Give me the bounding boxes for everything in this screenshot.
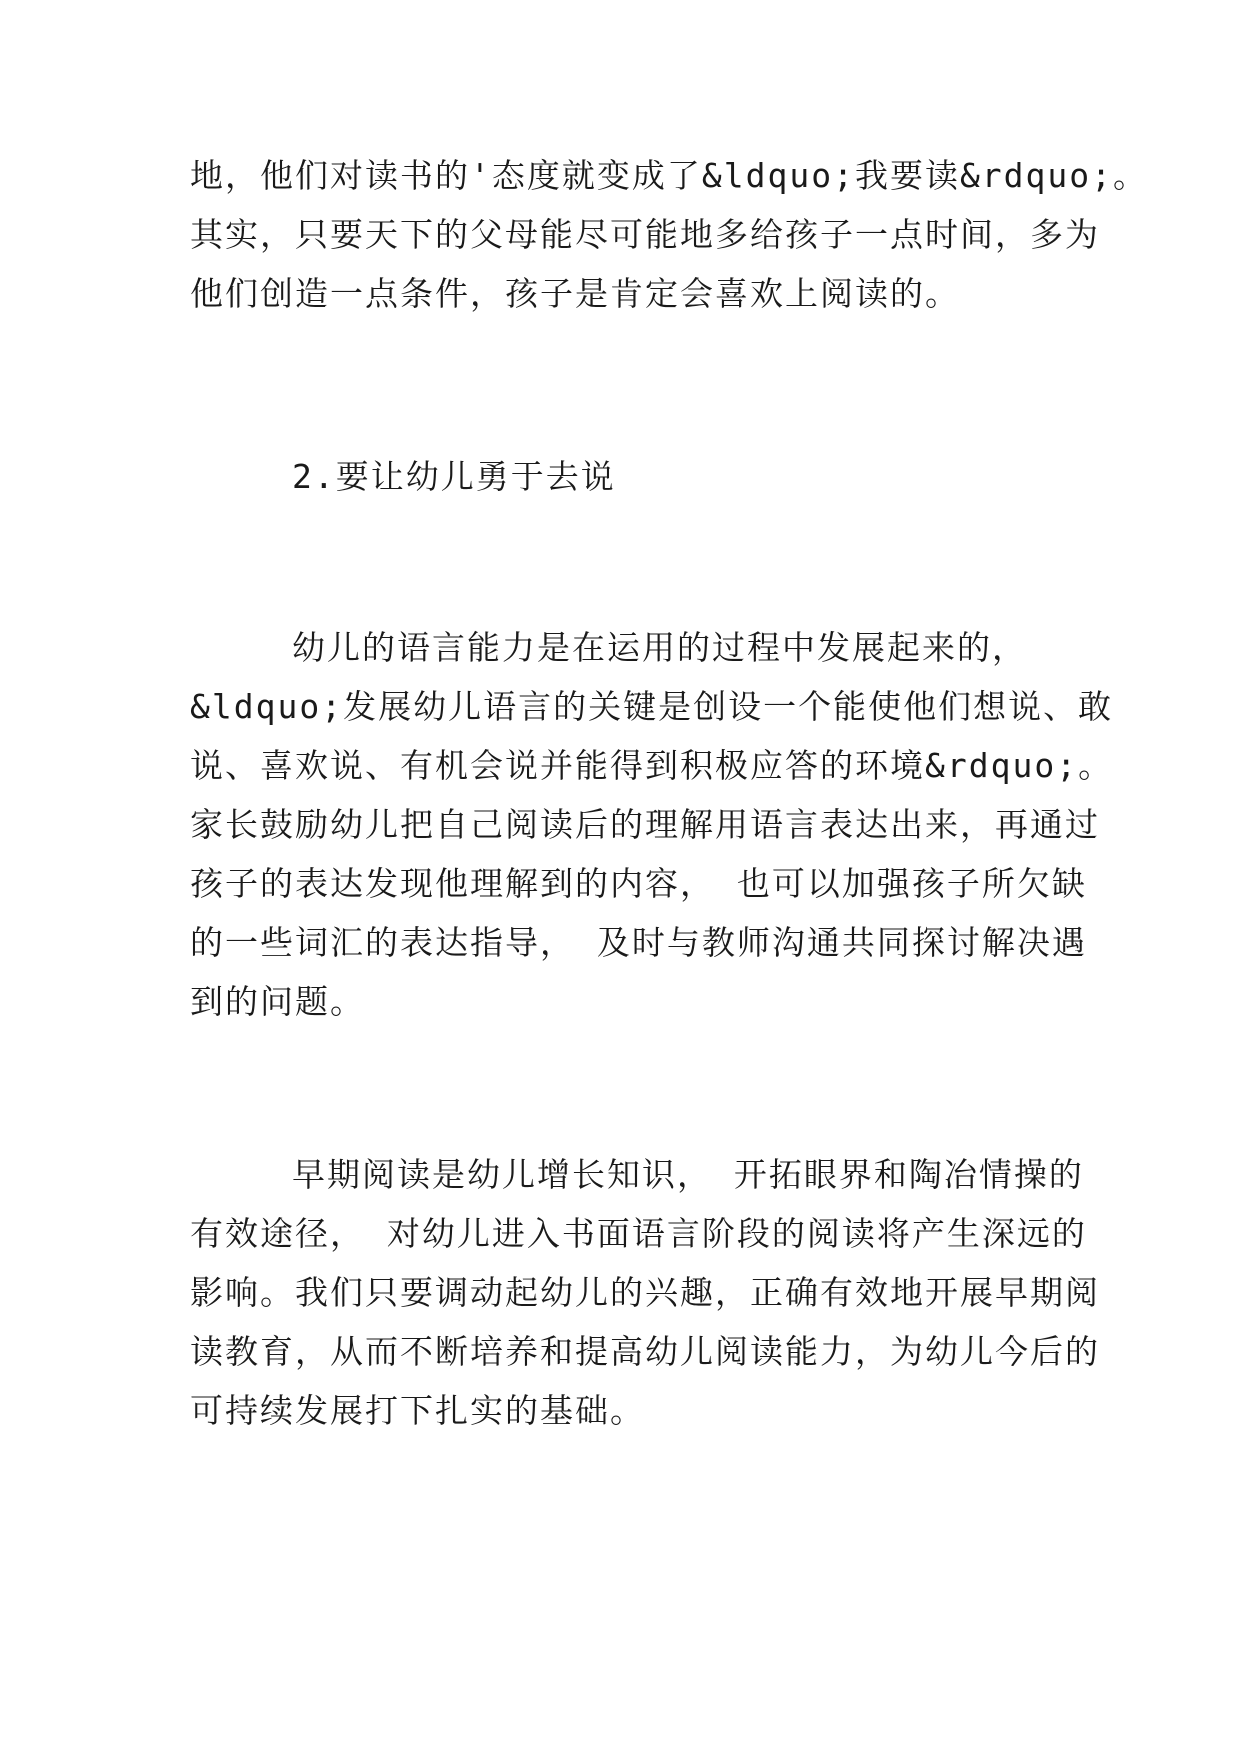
paragraph-line: 其实，只要天下的父母能尽可能地多给孩子一点时间，多为 bbox=[190, 215, 1100, 254]
paragraph-line: 早期阅读是幼儿增长知识， 开拓眼界和陶冶情操的 bbox=[292, 1155, 1084, 1194]
paragraph-2 bbox=[190, 618, 1114, 1031]
paragraph-line: 到的问题。 bbox=[190, 982, 365, 1021]
paragraph-line-wrapper bbox=[190, 1145, 1084, 1204]
paragraph-line: 家长鼓励幼儿把自己阅读后的理解用语言表达出来，再通过 bbox=[190, 805, 1100, 844]
paragraph-line: 孩子的表达发现他理解到的内容， 也可以加强孩子所欠缺 bbox=[190, 864, 1087, 903]
paragraph-line: &ldquo;发展幼儿语言的关键是创设一个能使他们想说、敢 bbox=[190, 687, 1114, 726]
paragraph-line: 有效途径， 对幼儿进入书面语言阶段的阅读将产生深远的 bbox=[190, 1214, 1087, 1253]
paragraph-line: 说、喜欢说、有机会说并能得到积极应答的环境&rdquo;。 bbox=[190, 746, 1114, 785]
paragraph-line-wrapper bbox=[190, 618, 1070, 677]
paragraph-line: 幼儿的语言能力是在运用的过程中发展起来的， bbox=[292, 628, 1027, 667]
paragraph-line: 可持续发展打下扎实的基础。 bbox=[190, 1391, 645, 1430]
paragraph-line: 读教育，从而不断培养和提高幼儿阅读能力，为幼儿今后的 bbox=[190, 1332, 1100, 1371]
paragraph-1 bbox=[190, 146, 1149, 323]
paragraph-line: 影响。我们只要调动起幼儿的兴趣，正确有效地开展早期阅 bbox=[190, 1273, 1100, 1312]
paragraph-line: 的一些词汇的表达指导， 及时与教师沟通共同探讨解决遇 bbox=[190, 923, 1087, 962]
paragraph-3 bbox=[190, 1145, 1100, 1440]
section-heading: 2.要让幼儿勇于去说 bbox=[292, 457, 616, 496]
paragraph-line: 地，他们对读书的'态度就变成了&ldquo;我要读&rdquo;。 bbox=[190, 156, 1149, 195]
paragraph-line: 他们创造一点条件，孩子是肯定会喜欢上阅读的。 bbox=[190, 274, 960, 313]
